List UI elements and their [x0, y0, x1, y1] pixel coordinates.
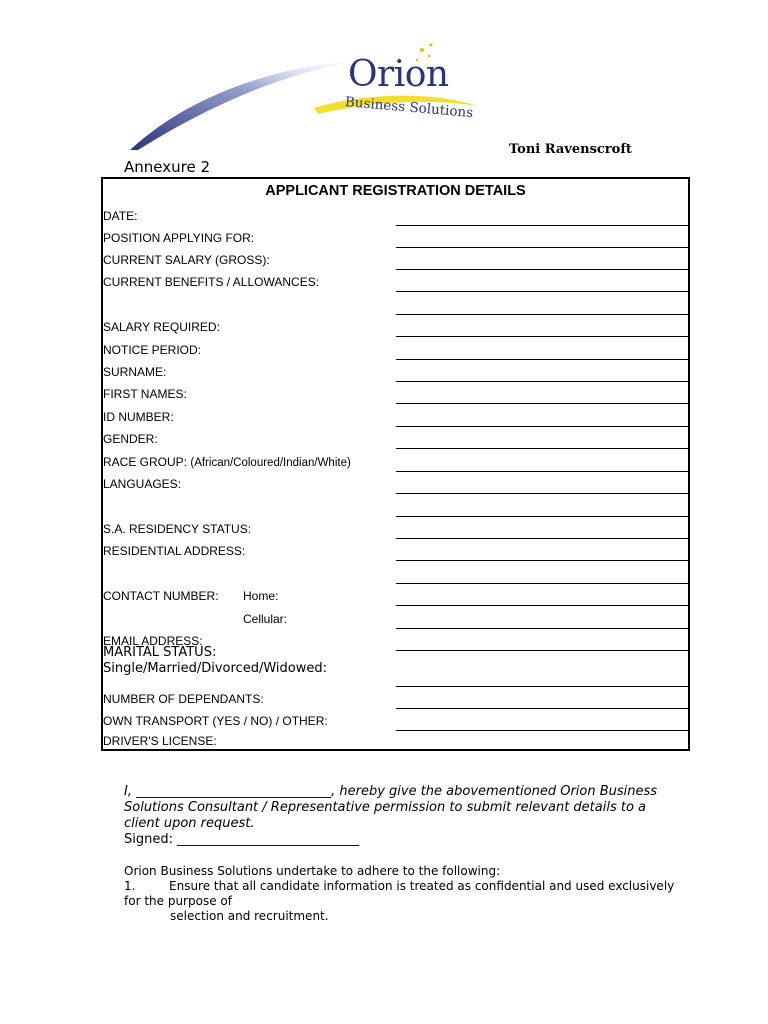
consent-statement: I, ______________________________, hereby give the abovementioned Orion Business Solutions Consultant / Representative permission to submit relevant details to a client upon request.: [124, 784, 658, 831]
form-row-first-names: [103, 382, 688, 404]
form-row-date: [103, 204, 688, 226]
undertaking-item-continuation: selection and recruitment.: [170, 909, 329, 923]
field-label: CURRENT SALARY (GROSS):: [103, 253, 270, 267]
field-label: S.A. RESIDENCY STATUS:: [103, 522, 252, 536]
form-row-position: [103, 226, 688, 248]
field-label: EMAIL ADDRESS:: [103, 634, 203, 648]
field-label: DRIVER'S LICENSE:: [103, 734, 217, 748]
field-label: SURNAME:: [103, 365, 167, 379]
answer-line[interactable]: [396, 291, 688, 292]
form-row-surname: [103, 360, 688, 382]
consultant-name: Toni Ravenscroft: [509, 142, 632, 157]
item-number: 1.: [124, 879, 136, 893]
answer-line[interactable]: [396, 403, 688, 404]
form-title: APPLICANT REGISTRATION DETAILS: [265, 183, 526, 199]
form-row-contact-cellular: [103, 607, 688, 629]
field-label: FIRST NAMES:: [103, 387, 187, 401]
field-label: CONTACT NUMBER:: [103, 589, 219, 603]
signature-line[interactable]: Signed: ____________________________: [124, 832, 360, 847]
field-sublabel: Cellular:: [243, 612, 288, 626]
answer-line[interactable]: [396, 605, 688, 606]
form-row-languages-continued: [103, 495, 688, 517]
annexure-label: Annexure 2: [124, 158, 211, 176]
field-label: RESIDENTIAL ADDRESS:: [103, 544, 246, 558]
form-row-notice-period: [103, 338, 688, 360]
form-row-gender: [103, 427, 688, 449]
form-row-address-continued: [103, 562, 688, 584]
form-row-current-salary: [103, 248, 688, 270]
field-label: Single/Married/Divorced/Widowed:: [103, 661, 327, 676]
logo-subtitle: Business Solutions: [344, 94, 474, 122]
form-row-drivers-license: [103, 729, 688, 751]
form-row-benefits-continued: [103, 293, 688, 315]
field-label: SALARY REQUIRED:: [103, 320, 220, 334]
form-row-contact-home: [103, 584, 688, 606]
field-label: LANGUAGES:: [103, 477, 182, 491]
form-row-residency-status: [103, 517, 688, 539]
undertaking-item: [124, 879, 684, 909]
field-label: MARITAL STATUS:: [103, 645, 217, 660]
form-row-residential-address: [103, 539, 688, 561]
form-row-own-transport: [103, 709, 688, 731]
field-sublabel: Home:: [243, 589, 279, 603]
form-row-benefits: [103, 270, 688, 292]
field-label: OWN TRANSPORT (YES / NO) / OTHER:: [103, 714, 328, 728]
item-text: Ensure that all candidate information is treated as confidential and used exclusively for the purpose of: [124, 879, 675, 908]
field-label: GENDER:: [103, 432, 158, 446]
answer-line[interactable]: [396, 560, 688, 561]
field-label: ID NUMBER:: [103, 410, 174, 424]
race-group-options: (African/Coloured/Indian/White): [190, 457, 351, 469]
field-label: DATE:: [103, 209, 138, 223]
form-row-salary-required: [103, 315, 688, 337]
registration-form: [101, 177, 690, 751]
form-row-marital-status: [103, 645, 688, 687]
form-row-languages: [103, 472, 688, 494]
logo-wordmark: Orion: [348, 54, 449, 95]
answer-line[interactable]: [396, 493, 688, 494]
race-group-label: RACE GROUP:: [103, 455, 191, 469]
answer-line[interactable]: [396, 448, 688, 449]
logo-swoosh-graphic: [128, 36, 508, 154]
answer-line[interactable]: [396, 650, 688, 651]
orion-logo: [128, 36, 508, 154]
undertaking-intro: Orion Business Solutions undertake to adhere to the following:: [124, 864, 501, 878]
form-row-dependants: [103, 687, 688, 709]
answer-line[interactable]: [396, 336, 688, 337]
form-row-id-number: [103, 405, 688, 427]
form-row-race-group: [103, 450, 688, 472]
field-label: NUMBER OF DEPENDANTS:: [103, 692, 264, 706]
field-label: CURRENT BENEFITS / ALLOWANCES:: [103, 275, 320, 289]
field-label: NOTICE PERIOD:: [103, 343, 202, 357]
field-label: [103, 455, 351, 469]
field-label: POSITION APPLYING FOR:: [103, 231, 255, 245]
